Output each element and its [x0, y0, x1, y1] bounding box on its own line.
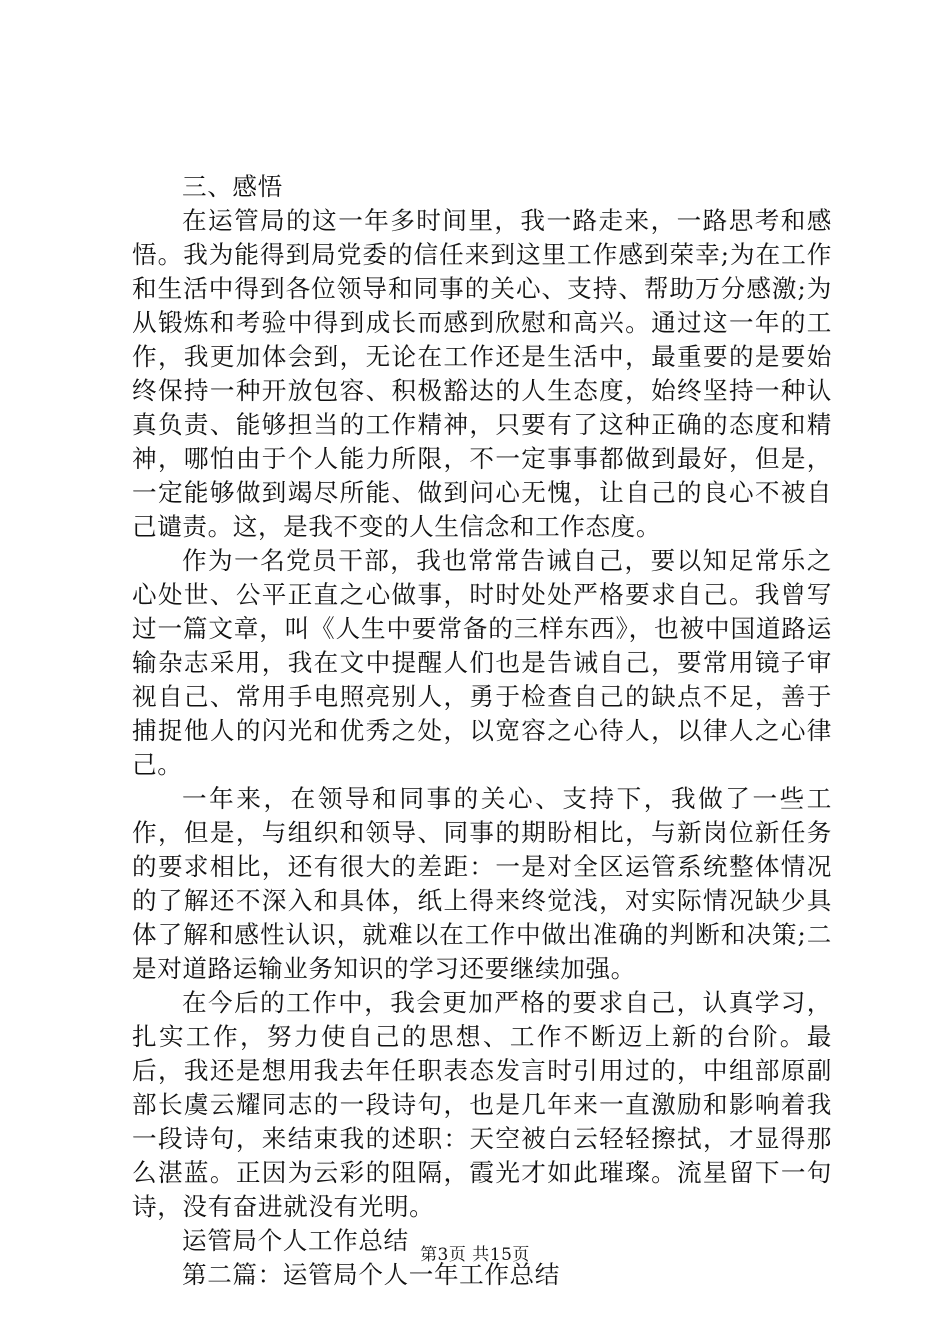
page-footer: 第3页 共15页 — [420, 1245, 530, 1265]
paragraph-shortcomings: 一年来，在领导和同事的关心、支持下，我做了一些工作，但是，与组织和领导、同事的期盼相比，与新岗位新任务的要求相比，还有很大的差距：一是对全区运管系统整体情况的了解还不深入和具体，纸上得来终觉浅，对实际情况缺少具体了解和感性认识，就难以在工作中做出准确的判断和决策;二是对道路运输业务知识的学习还要继续加强。 — [132, 784, 832, 983]
paragraph-reflection: 在运管局的这一年多时间里，我一路走来，一路思考和感悟。我为能得到局党委的信任来到这里工作感到荣幸;为在工作和生活中得到各位领导和同事的关心、支持、帮助万分感激;为从锻炼和考验中得到成长而感到欣慰和高兴。通过这一年的工作，我更加体会到，无论在工作还是生活中，最重要的是要始终保持一种开放包容、积极豁达的人生态度，始终坚持一种认真负责、能够担当的工作精神，只要有了这种正确的态度和精神，哪怕由于个人能力所限，不一定事事都做到最好，但是，一定能够做到竭尽所能、做到问心无愧，让自己的良心不被自己谴责。这，是我不变的人生信念和工作态度。 — [132, 206, 832, 541]
paragraph-future-work: 在今后的工作中，我会更加严格的要求自己，认真学习，扎实工作，努力使自己的思想、工作不断迈上新的台阶。最后，我还是想用我去年任职表态发言时引用过的，中组部原副部长虞云耀同志的一段诗句，也是几年来一直激励和影响着我一段诗句，来结束我的述职：天空被白云轻轻擦拭，才显得那么湛蓝。正因为云彩的阻隔，霞光才如此璀璨。流星留下一句诗，没有奋进就没有光明。 — [132, 988, 832, 1221]
paragraph-self-discipline: 作为一名党员干部，我也常常告诫自己，要以知足常乐之心处世、公平正直之心做事，时时处处严格要求自己。我曾写过一篇文章，叫《人生中要常备的三样东西》，也被中国道路运输杂志采用，我在文中提醒人们也是告诫自己，要常用镜子审视自己、常用手电照亮别人，勇于检查自己的缺点不足，善于捕捉他人的闪光和优秀之处，以宽容之心待人，以律人之心律己。 — [132, 546, 832, 779]
next-section-title: 第二篇：运管局个人一年工作总结 — [182, 1260, 560, 1289]
document-body — [132, 170, 832, 1292]
closing-title: 运管局个人工作总结 — [182, 1226, 409, 1255]
section-heading: 三、感悟 — [182, 172, 283, 201]
